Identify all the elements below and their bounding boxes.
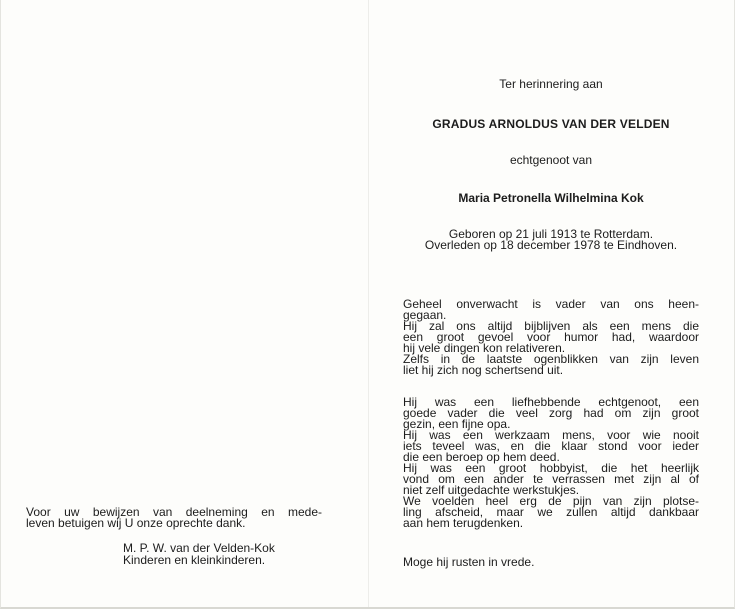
text-line: gegaan. [403, 308, 447, 322]
text-line: vond om een ander te verrassen met zijn al of [403, 472, 699, 486]
relation-text: echtgenoot van [509, 153, 593, 167]
text-line: niet zelf uitgedachte werkstukjes. [403, 483, 580, 497]
text-line: Hij was een werkzaam mens, voor wie nooit [403, 428, 699, 442]
text-line: Geheel onverwacht is vader van ons heen- [403, 297, 699, 311]
text-line: ling afscheid, maar we zullen altijd dankbaar [403, 505, 699, 519]
text-line: die een beroep op hem deed. [403, 450, 560, 464]
text-line: Hij was een groot hobbyist, die het heerlijk [403, 461, 699, 475]
signature-line-2: Kinderen en kleinkinderen. [123, 553, 266, 567]
text-line: Hij was een liefhebbende echtgenoot, een [403, 395, 699, 409]
text-line: hij vele dingen kon relativeren. [403, 341, 566, 355]
text-line: gezin, een fijne opa. [403, 417, 511, 431]
birth-line: Geboren op 21 juli 1913 te Rotterdam. [448, 227, 654, 241]
thanks-block [26, 507, 322, 529]
death-line: Overleden op 18 december 1978 te Eindhoven. [424, 238, 678, 252]
card-fold [368, 0, 369, 607]
text-line: liet hij zich nog schertsend uit. [403, 363, 564, 377]
deceased-name: GRADUS ARNOLDUS VAN DER VELDEN [432, 117, 670, 131]
closing-line: Moge hij rusten in vrede. [403, 555, 535, 569]
paragraph-1 [403, 299, 699, 376]
text-line: aan hem terugdenken. [403, 516, 524, 530]
text-line: Zelfs in de laatste ogenblikken van zijn leven [403, 352, 699, 366]
text-line: Hij zal ons altijd bijblijven als een mens die [403, 319, 699, 333]
text-line: We voelden heel erg de pijn van zijn plotse- [403, 494, 699, 508]
signature-line-1: M. P. W. van der Velden-Kok [123, 541, 275, 555]
text-line: iets teveel was, en die klaar stond voor ieder [403, 439, 699, 453]
intro-text: Ter herinnering aan [499, 77, 603, 91]
text-line: Voor uw bewijzen van deelneming en mede- [26, 505, 322, 519]
text-line: een groot gevoel voor humor had, waardoor [403, 330, 699, 344]
text-line: leven betuigen wij U onze oprechte dank. [26, 516, 246, 530]
spouse-name: Maria Petronella Wilhelmina Kok [458, 191, 644, 205]
text-line: goede vader die veel zorg had om zijn groot [403, 406, 699, 420]
paragraph-2 [403, 397, 699, 529]
